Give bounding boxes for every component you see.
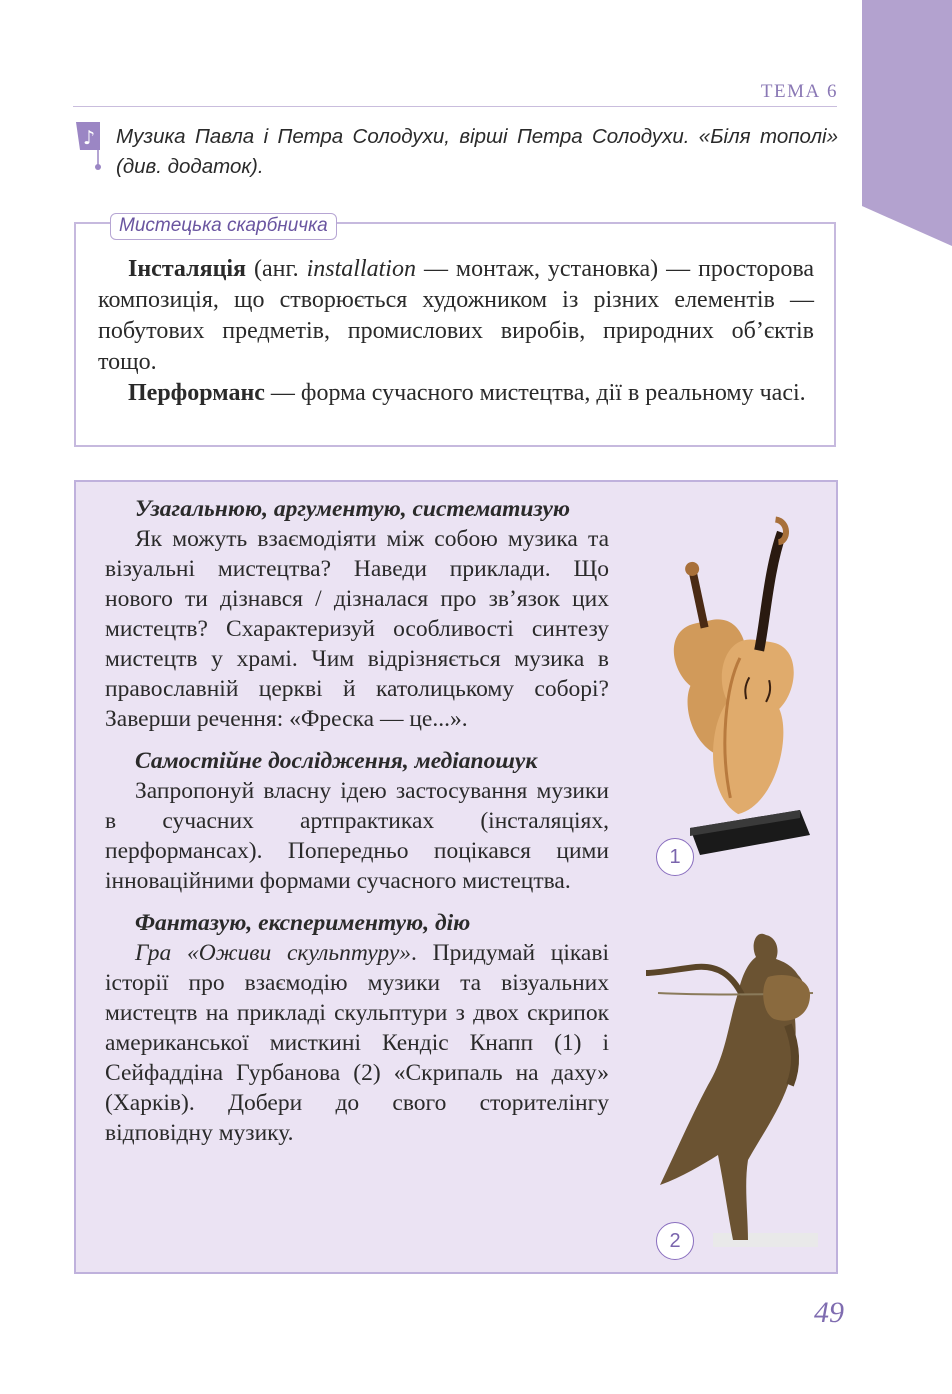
header-divider [73,106,837,107]
task-text-part: . Придумай цікаві історії про взаємодію музики та візуальних мистецтв на прикладі скульптури з двох скрипок американської мисткині Кендіс Кнапп (1) і Сейфаддіна Гурбанова (2) «Скрипаль на даху» (Харків). Добери до свого сторителінгу відповідну музику. [105,940,609,1146]
def-italic: installation [306,256,416,282]
task-heading: Узагальнюю, аргументую, систематизую [135,496,571,522]
tasks-text [105,494,609,1160]
game-name: Гра «Оживи скульптуру» [135,940,412,966]
treasury-label: Мистецька скарбничка [110,213,337,240]
term-performance: Перформанс [128,380,265,406]
def-part: — форма сучасного мистецтва, дії в реальному часі. [264,380,806,406]
music-credit: Музика Павла і Петра Солодухи, вірші Петра Солодухи. «Біля тополі» (див. додаток). [116,125,838,178]
violin-sculpture-image [650,510,820,875]
definition-installation [98,254,814,378]
def-part: (анг. [246,256,307,282]
task-paragraph [105,938,609,1148]
term-installation: Інсталяція [128,256,247,282]
svg-text:♪: ♪ [83,127,96,149]
task-heading: Самостійне дослідження, медіапошук [135,748,538,774]
page-number: 49 [814,1296,844,1329]
task-paragraph: Як можуть взаємодіяти між собою музика та візуальні мистецтва? Наведи приклади. Що нового ти дізнався / дізналася про зв’язок цих мистецтв? Схарактеризуй особливості синтезу мистецтв у храмі. Чим відрізняється музика в православній церкві й католицькому соборі? Заверши речення: «Фреска — це...». [105,526,609,732]
theme-label: ТЕМА 6 [760,81,838,102]
figure-number: 1 [656,838,694,876]
figure-number: 2 [656,1222,694,1260]
music-note-icon [74,120,104,172]
task-paragraph: Запропонуй власну ідею застосування музики в сучасних артпрактиках (інсталяціях, перформансах). Попередньо поцікався цими інноваційними формами сучасного мистецтва. [105,778,609,894]
task-heading: Фантазую, експериментую, дію [135,910,471,936]
violinist-sculpture-image [638,915,823,1250]
chapter-tab [862,0,952,206]
definition-performance [98,378,814,409]
chapter-tab-point [862,206,952,246]
treasury-text [98,254,814,409]
def-part: — монтаж, установка) — просторова композиція, що створюється художником із різних елементів — побутових предметів, промислових виробів, природних об’єктів тощо. [98,256,814,375]
